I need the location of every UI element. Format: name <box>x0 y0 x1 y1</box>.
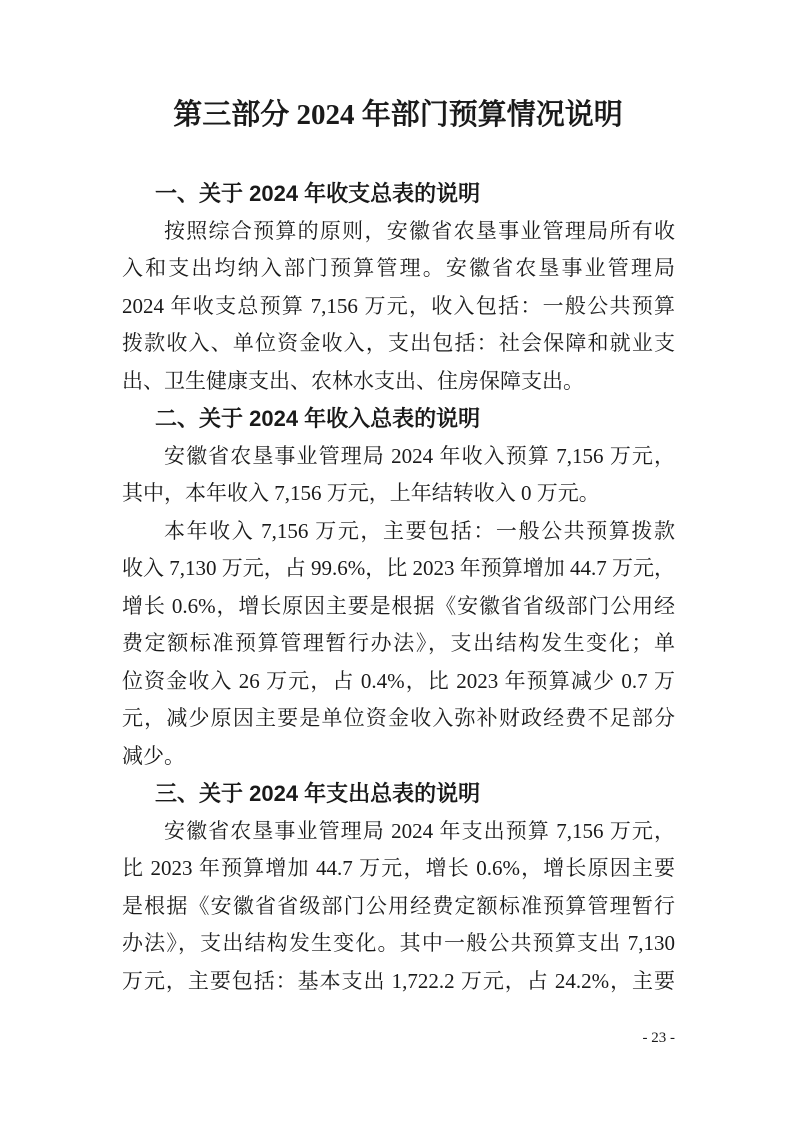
text-line: 费定额标准预算管理暂行办法》，支出结构发生变化；单 <box>122 631 675 655</box>
text-line: 是根据《安徽省省级部门公用经费定额标准预算管理暂行 <box>122 893 675 918</box>
text-line: 拨款收入、单位资金收入，支出包括：社会保障和就业支 <box>122 331 675 355</box>
text-line: 本年收入 7,156 万元，主要包括：一般公共预算拨款 <box>164 518 675 543</box>
page-title: 第三部分 2024 年部门预算情况说明 <box>173 99 623 131</box>
section-heading-2: 二、关于 2024 年收入总表的说明 <box>155 406 481 431</box>
text-line: 元，减少原因主要是单位资金收入弥补财政经费不足部分 <box>122 706 675 730</box>
text-line: 办法》，支出结构发生变化。其中一般公共预算支出 7,130 <box>122 931 675 955</box>
section-heading-1: 一、关于 2024 年收支总表的说明 <box>155 181 481 206</box>
page-footer <box>122 1028 675 1048</box>
text-line: 出、卫生健康支出、农林水支出、住房保障支出。 <box>122 368 584 393</box>
text-line: 2024 年收支总预算 7,156 万元，收入包括：一般公共预算 <box>122 293 675 318</box>
document-body <box>122 175 675 1000</box>
text-line: 按照综合预算的原则，安徽省农垦事业管理局所有收 <box>164 218 675 243</box>
section-heading-3: 三、关于 2024 年支出总表的说明 <box>155 781 481 806</box>
text-line: 安徽省农垦事业管理局 2024 年支出预算 7,156 万元， <box>164 818 675 843</box>
text-line: 收入 7,130 万元，占 99.6%，比 2023 年预算增加 44.7 万元， <box>122 556 675 580</box>
text-line: 增长 0.6%，增长原因主要是根据《安徽省省级部门公用经 <box>122 593 675 618</box>
text-line: 比 2023 年预算增加 44.7 万元，增长 0.6%，增长原因主要 <box>122 856 675 880</box>
text-line: 入和支出均纳入部门预算管理。安徽省农垦事业管理局 <box>122 256 675 280</box>
text-line: 万元，主要包括：基本支出 1,722.2 万元，占 24.2%，主要 <box>122 968 675 993</box>
text-line: 减少。 <box>122 743 185 768</box>
text-line: 其中，本年收入 7,156 万元，上年结转收入 0 万元。 <box>122 481 600 505</box>
page-number: - 23 - <box>642 1030 675 1046</box>
text-line: 位资金收入 26 万元，占 0.4%，比 2023 年预算减少 0.7 万 <box>122 668 675 693</box>
text-line: 安徽省农垦事业管理局 2024 年收入预算 7,156 万元， <box>164 443 675 468</box>
